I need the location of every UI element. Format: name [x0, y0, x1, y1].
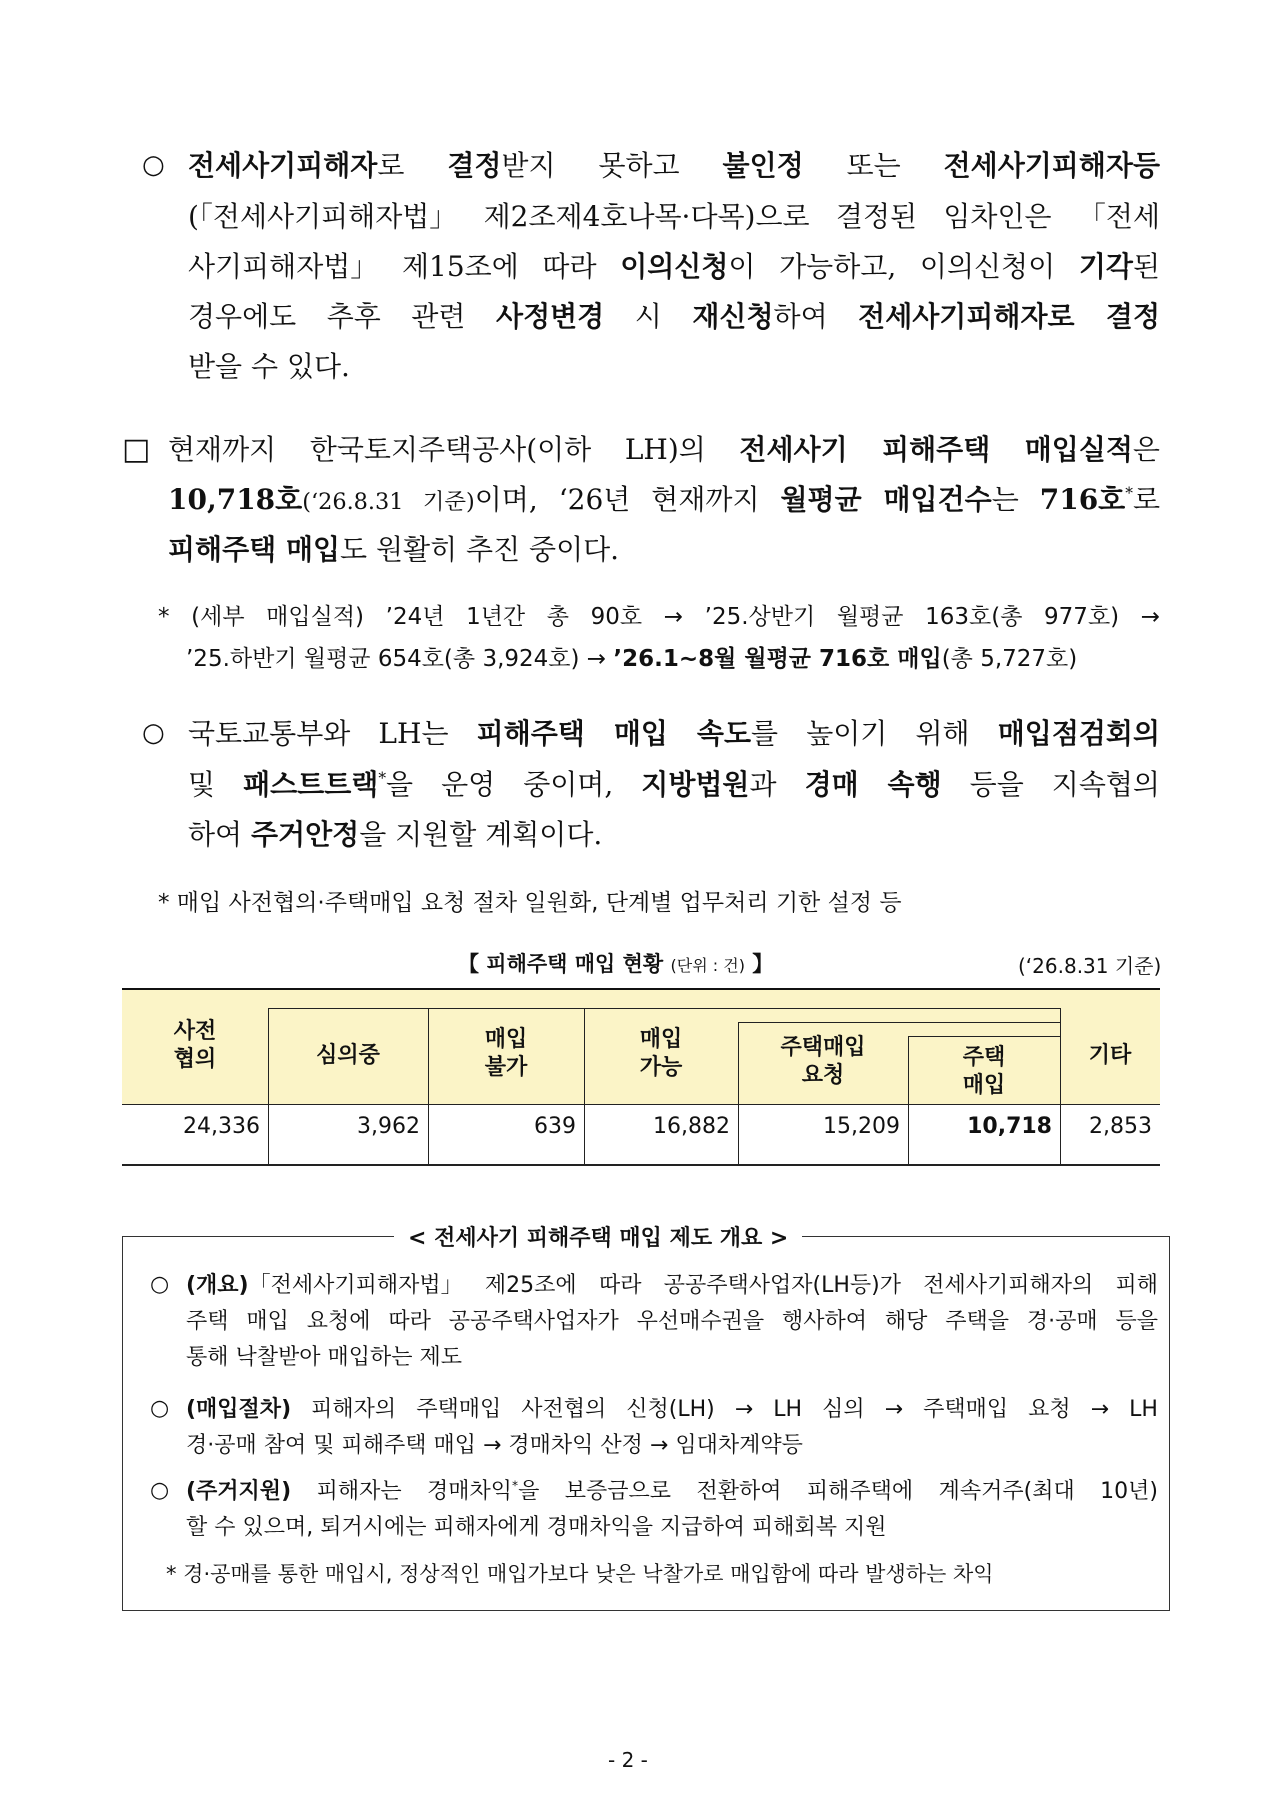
value-pre-consultation: 24,336: [183, 1114, 260, 1139]
text-line: 현재까지 한국토지주택공사(이하 LH)의 전세사기 피해주택 매입실적은: [168, 433, 1160, 466]
value-house-purchase: 10,718: [967, 1114, 1052, 1139]
box-footnote: * 경·공매를 통한 매입시, 정상적인 매입가보다 낮은 낙찰가로 매입함에 따라 발생하는 차익: [166, 1562, 994, 1586]
text-line: 경우에도 추후 관련 사정변경 시 재신청하여 전세사기피해자로 결정: [188, 300, 1161, 333]
value-not-purchasable: 639: [534, 1114, 576, 1139]
square-bullet: □: [122, 432, 151, 467]
text-line: (개요)「전세사기피해자법」 제25조에 따라 공공주택사업자(LH등)가 전세사기피해자의 피해: [186, 1273, 1159, 1298]
value-purchase-request: 15,209: [823, 1114, 900, 1139]
text-line: 국토교통부와 LH는 피해주택 매입 속도를 높이기 위해 매입점검회의: [188, 717, 1161, 750]
text-line: 피해주택 매입도 원활히 추진 중이다.: [168, 533, 620, 566]
page-number: - 2 -: [608, 1748, 648, 1772]
circle-bullet: ○: [150, 1478, 170, 1503]
text-line: (주거지원) 피해자는 경매차익*을 보증금으로 전환하여 피해주택에 계속거주(최대 10년): [186, 1478, 1158, 1504]
text-line: 사기피해자법」 제15조에 따라 이의신청이 가능하고, 이의신청이 기각된: [188, 250, 1161, 283]
circle-bullet: ○: [150, 1396, 170, 1421]
text-line: 주택 매입 요청에 따라 공공주택사업자가 우선매수권을 행사하여 해당 주택을 경·공매 등을: [186, 1309, 1158, 1334]
header-not-purchasable: 매입 불가: [484, 1027, 528, 1080]
value-other: 2,853: [1089, 1114, 1152, 1139]
text-line: 및 패스트트랙*을 운영 중이며, 지방법원과 경매 속행 등을 지속협의: [188, 768, 1160, 801]
header-purchase-request: 주택매입 요청: [780, 1035, 866, 1088]
text-line: 경·공매 참여 및 피해주택 매입 → 경매차익 산정 → 임대차계약등: [186, 1433, 803, 1458]
footnote-fast-track: * 매입 사전협의·주택매입 요청 절차 일원화, 단계별 업무처리 기한 설정 등: [158, 890, 902, 916]
text-line: 할 수 있으며, 퇴거시에는 피해자에게 경매차익을 지급하여 피해회복 지원: [186, 1515, 887, 1540]
table-date: (‘26.8.31 기준): [1018, 954, 1162, 978]
text-line: ’25.하반기 월평균 654호(총 3,924호) → ’26.1~8월 월평균 716호 매입(총 5,727호): [186, 646, 1078, 672]
value-purchasable: 16,882: [653, 1114, 730, 1139]
circle-bullet: ○: [150, 1272, 170, 1297]
text-line: * (세부 매입실적) ’24년 1년간 총 90호 → ’25.상반기 월평균 163호(총 977호) →: [158, 604, 1161, 630]
text-line: (매입절차) 피해자의 주택매입 사전협의 신청(LH) → LH 심의 → 주택매입 요청 → LH: [186, 1397, 1158, 1422]
circle-bullet: ○: [142, 150, 165, 180]
purchase-status-table: [122, 988, 1160, 1165]
text-line: (「전세사기피해자법」 제2조제4호나목·다목)으로 결정된 임차인은 「전세: [188, 200, 1160, 233]
circle-bullet: ○: [142, 718, 165, 748]
header-purchasable: 매입 가능: [639, 1027, 683, 1080]
header-pre-consultation: 사전 협의: [173, 1019, 217, 1072]
text-line: 통해 낙찰받아 매입하는 제도: [186, 1345, 463, 1370]
value-under-review: 3,962: [357, 1114, 420, 1139]
text-line: 받을 수 있다.: [188, 350, 350, 383]
text-line: 10,718호(‘26.8.31 기준)이며, ‘26년 현재까지 월평균 매입건수는 716호*로: [168, 483, 1160, 516]
header-house-purchase: 주택 매입: [962, 1045, 1006, 1098]
header-other: 기타: [1088, 1043, 1132, 1068]
box-title: < 전세사기 피해주택 매입 제도 개요 >: [394, 1221, 802, 1252]
table-title: 【 피해주택 매입 현황 (단위 : 건) 】: [458, 952, 774, 976]
text-line: 하여 주거안정을 지원할 계획이다.: [188, 818, 603, 851]
header-under-review: 심의중: [316, 1043, 380, 1068]
text-line: 전세사기피해자로 결정받지 못하고 불인정 또는 전세사기피해자등: [188, 149, 1160, 182]
